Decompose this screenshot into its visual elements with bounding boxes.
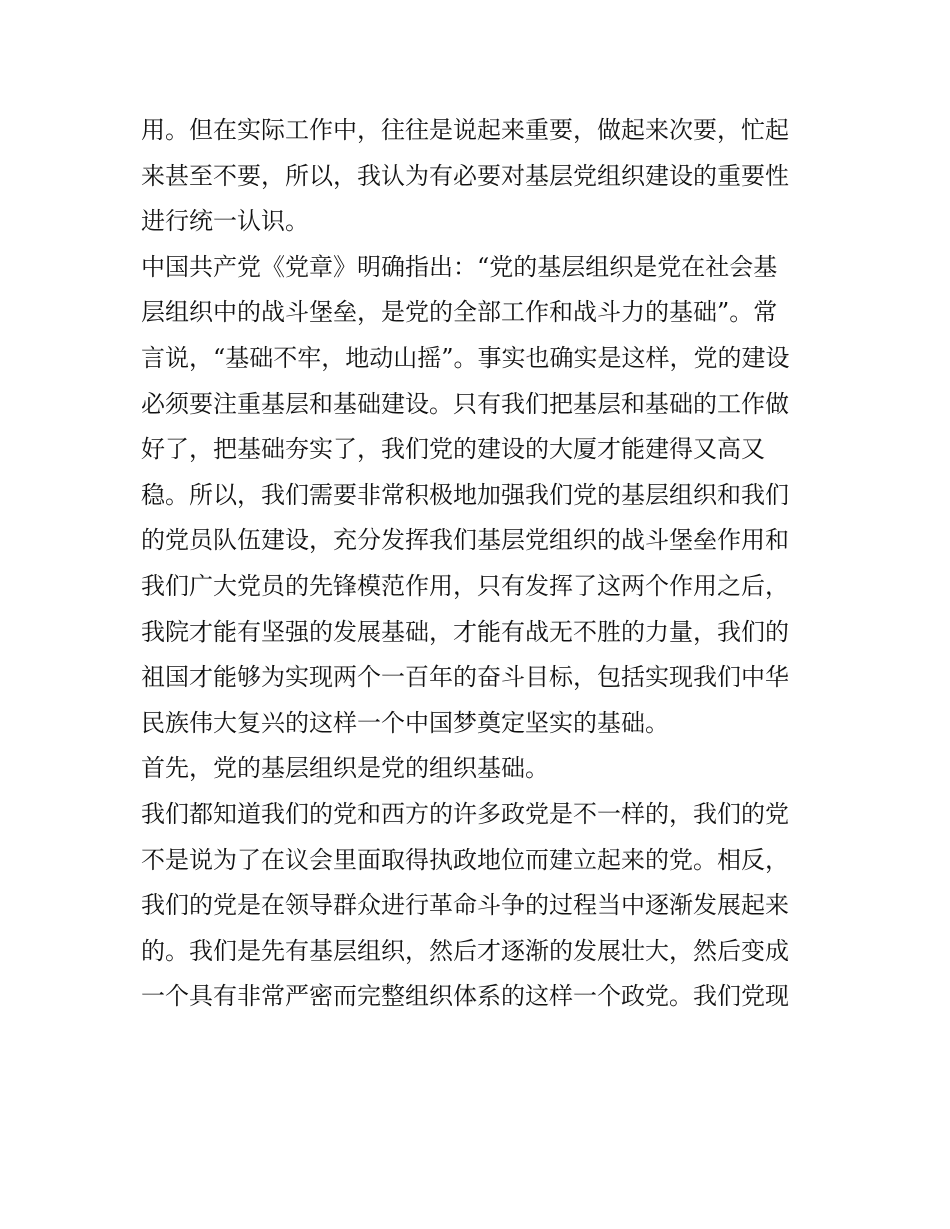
text-line: 一个具有非常严密而完整组织体系的这样一个政党。我们党现 (141, 982, 789, 1011)
text-line: 我们广大党员的先锋模范作用，只有发挥了这两个作用之后， (141, 571, 789, 600)
text-line: 层组织中的战斗堡垒，是党的全部工作和战斗力的基础”。常 (141, 298, 778, 327)
text-line: 中国共产党《党章》明确指出：“党的基层组织是党在社会基 (141, 252, 778, 281)
text-line: 好了，把基础夯实了，我们党的建设的大厦才能建得又高又 (141, 435, 765, 464)
text-line: 我们的党是在领导群众进行革命斗争的过程当中逐渐发展起来 (141, 891, 789, 920)
text-line: 民族伟大复兴的这样一个中国梦奠定坚实的基础。 (141, 708, 669, 737)
text-line: 的。我们是先有基层组织，然后才逐渐的发展壮大，然后变成 (141, 936, 789, 965)
text-line: 我院才能有坚强的发展基础，才能有战无不胜的力量，我们的 (141, 617, 789, 646)
text-line: 祖国才能够为实现两个一百年的奋斗目标，包括实现我们中华 (141, 663, 789, 692)
text-line: 用。但在实际工作中，往往是说起来重要，做起来次要，忙起 (141, 116, 789, 144)
text-line: 我们都知道我们的党和西方的许多政党是不一样的，我们的党 (141, 799, 789, 828)
text-line: 来甚至不要，所以，我认为有必要对基层党组织建设的重要性 (141, 161, 789, 190)
text-line: 进行统一认识。 (141, 207, 309, 236)
text-line: 不是说为了在议会里面取得执政地位而建立起来的党。相反， (141, 845, 789, 874)
text-line: 言说，“基础不牢，地动山摇”。事实也确实是这样，党的建设 (141, 343, 790, 372)
text-line: 稳。所以，我们需要非常积极地加强我们党的基层组织和我们 (141, 480, 789, 509)
body-text (141, 108, 821, 1020)
text-line: 首先，党的基层组织是党的组织基础。 (141, 754, 549, 783)
text-line: 必须要注重基层和基础建设。只有我们把基层和基础的工作做 (141, 389, 789, 418)
text-line: 的党员队伍建设，充分发挥我们基层党组织的战斗堡垒作用和 (141, 526, 789, 555)
